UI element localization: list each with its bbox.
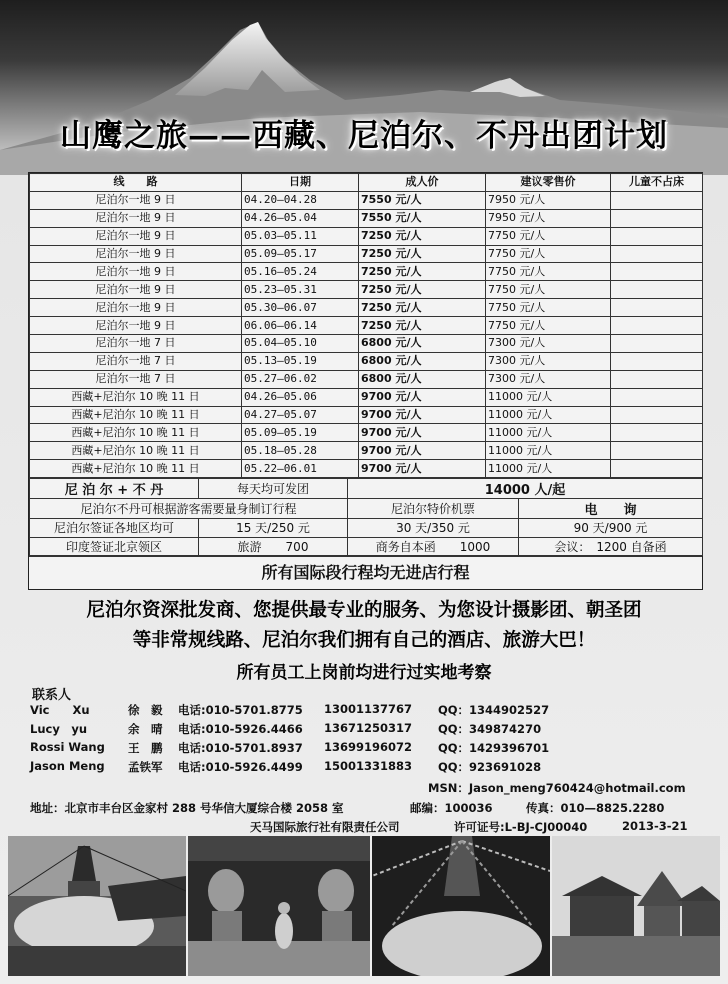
adult-price-cell: 7250 元/人 [359,263,486,281]
route-cell: 尼泊尔一地 9 日 [30,191,242,209]
photo-strip [8,836,720,976]
table-row [30,406,703,424]
route-cell: 尼泊尔一地 9 日 [30,245,242,263]
routes-body [30,191,703,477]
retail-price-cell: 11000 元/人 [486,406,611,424]
schedule-table [28,172,703,590]
msn-address: MSN：Jason_meng760424@hotmail.com [428,781,686,795]
route-cell: 尼泊尔一地 7 日 [30,335,242,353]
contact-mobile: 13699196072 [324,740,413,754]
table-row [30,388,703,406]
address: 地址：北京市丰台区金家村 288 号华信大厦综合楼 2058 室 [30,801,344,815]
child-price-cell [611,317,703,335]
child-price-cell [611,388,703,406]
page-title: 山鹰之旅——西藏、尼泊尔、不丹出团计划 [60,118,668,154]
retail-price-cell: 11000 元/人 [486,442,611,460]
child-price-cell [611,352,703,370]
retail-price-cell: 7950 元/人 [486,191,611,209]
route-cell: 尼泊尔一地 9 日 [30,227,242,245]
contact-cn-name: 王 鹏 [128,741,163,755]
child-price-cell [611,209,703,227]
contact-qq: QQ：923691028 [438,760,542,774]
date-cell: 04.27—05.07 [242,406,359,424]
stupa-photo [8,836,186,976]
table-row [30,335,703,353]
slogan-2: 等非常规线路、尼泊尔我们拥有自己的酒店、旅游大巴！ [132,630,596,651]
adult-price-cell: 7250 元/人 [359,227,486,245]
date-cell: 05.13—05.19 [242,352,359,370]
retail-price-cell: 7750 元/人 [486,299,611,317]
contact-en-name: Lucy yu [30,722,88,736]
company-name: 天马国际旅行社有限责任公司 [250,820,400,834]
child-price-cell [611,442,703,460]
bhutan-price: 14000 人/起 [348,479,703,499]
route-cell: 西藏+尼泊尔 10 晚 11 日 [30,406,242,424]
date-cell: 04.26—05.06 [242,388,359,406]
flight-label: 尼泊尔特价机票 [348,499,519,519]
child-price-cell [611,424,703,442]
india-meeting-price: 会议： 1200 自备函 [519,537,703,556]
date-cell: 05.18—05.28 [242,442,359,460]
contact-en-name: Rossi Wang [30,740,105,754]
prayer-flags-photo [372,836,550,976]
route-cell: 西藏+尼泊尔 10 晚 11 日 [30,424,242,442]
route-cell: 尼泊尔一地 9 日 [30,317,242,335]
date-cell: 04.20—04.28 [242,191,359,209]
table-row [30,442,703,460]
date-cell: 06.06—06.14 [242,317,359,335]
header-route: 线 路 [30,174,242,192]
license-number: 许可证号:L-BJ-CJ00040 [454,820,588,834]
route-cell: 西藏+尼泊尔 10 晚 11 日 [30,460,242,478]
child-price-cell [611,227,703,245]
adult-price-cell: 7250 元/人 [359,317,486,335]
fax: 传真：010—8825.2280 [526,801,665,815]
adult-price-cell: 9700 元/人 [359,388,486,406]
visa-30-days: 30 天/350 元 [348,519,519,538]
retail-price-cell: 7750 元/人 [486,317,611,335]
visa-row [30,519,703,538]
contact-mobile: 13001137767 [324,702,413,716]
slogan-3: 所有员工上岗前均进行过实地考察 [236,663,492,683]
retail-price-cell: 11000 元/人 [486,460,611,478]
temple-statues-photo [188,836,370,976]
child-price-cell [611,460,703,478]
bhutan-row [30,479,703,499]
child-price-cell [611,406,703,424]
contact-mobile: 13671250317 [324,721,413,735]
date-cell: 05.16—05.24 [242,263,359,281]
date-cell: 05.23—05.31 [242,281,359,299]
table-row [30,263,703,281]
bhutan-route: 尼 泊 尔 + 不 丹 [30,479,199,499]
adult-price-cell: 6800 元/人 [359,335,486,353]
table-row [30,317,703,335]
contact-phone: 电话:010-5701.8937 [178,741,303,755]
date-cell: 05.30—06.07 [242,299,359,317]
table-row [30,209,703,227]
retail-price-cell: 11000 元/人 [486,424,611,442]
custom-itinerary-note: 尼泊尔不丹可根据游客需要量身制订行程 [30,499,348,519]
child-price-cell [611,263,703,281]
adult-price-cell: 7550 元/人 [359,209,486,227]
contact-qq: QQ：1344902527 [438,703,550,717]
retail-price-cell: 11000 元/人 [486,388,611,406]
no-shopping-note: 所有国际段行程均无进店行程 [29,556,702,589]
retail-price-cell: 7750 元/人 [486,245,611,263]
adult-price-cell: 7250 元/人 [359,245,486,263]
route-cell: 西藏+尼泊尔 10 晚 11 日 [30,442,242,460]
adult-price-cell: 7550 元/人 [359,191,486,209]
header-retail-price: 建议零售价 [486,174,611,192]
contact-en-name: Jason Meng [30,759,105,773]
india-visa-label: 印度签证北京领区 [30,537,199,556]
contact-en-name: Vic Xu [30,703,90,717]
date-cell: 05.22—06.01 [242,460,359,478]
extra-table [29,478,703,556]
route-cell: 尼泊尔一地 9 日 [30,263,242,281]
child-price-cell [611,370,703,388]
date-cell: 04.26—05.04 [242,209,359,227]
visa-15-days: 15 天/250 元 [199,519,348,538]
contact-phone: 电话:010-5926.4466 [178,722,303,736]
header-date: 日期 [242,174,359,192]
date-cell: 05.03—05.11 [242,227,359,245]
retail-price-cell: 7300 元/人 [486,335,611,353]
child-price-cell [611,191,703,209]
adult-price-cell: 9700 元/人 [359,424,486,442]
postcode: 邮编：100036 [410,801,493,815]
table-row [30,245,703,263]
table-row [30,460,703,478]
contact-qq: QQ：1429396701 [438,741,550,755]
date-cell: 05.09—05.19 [242,424,359,442]
adult-price-cell: 9700 元/人 [359,442,486,460]
adult-price-cell: 6800 元/人 [359,352,486,370]
table-header-row [30,174,703,192]
adult-price-cell: 7250 元/人 [359,281,486,299]
retail-price-cell: 7300 元/人 [486,370,611,388]
route-cell: 尼泊尔一地 7 日 [30,352,242,370]
date-cell: 05.09—05.17 [242,245,359,263]
retail-price-cell: 7950 元/人 [486,209,611,227]
table-row [30,191,703,209]
india-business-price: 商务自本函 1000 [348,537,519,556]
table-row [30,352,703,370]
retail-price-cell: 7750 元/人 [486,227,611,245]
contact-mobile: 15001331883 [324,759,413,773]
visa-90-days: 90 天/900 元 [519,519,703,538]
bhutan-dates: 每天均可发团 [199,479,348,499]
contact-phone: 电话:010-5926.4499 [178,760,303,774]
contact-cn-name: 徐 毅 [128,703,163,717]
routes-table [29,173,703,478]
retail-price-cell: 7750 元/人 [486,281,611,299]
date-cell: 05.27—06.02 [242,370,359,388]
route-cell: 西藏+尼泊尔 10 晚 11 日 [30,388,242,406]
contact-cn-name: 余 晴 [128,722,163,736]
child-price-cell [611,335,703,353]
child-price-cell [611,281,703,299]
route-cell: 尼泊尔一地 7 日 [30,370,242,388]
contact-phone: 电话:010-5701.8775 [178,703,303,717]
route-cell: 尼泊尔一地 9 日 [30,209,242,227]
header-adult-price: 成人价 [359,174,486,192]
visa-label: 尼泊尔签证各地区均可 [30,519,199,538]
contact-qq: QQ：349874270 [438,722,542,736]
adult-price-cell: 7250 元/人 [359,299,486,317]
call-label: 电 询 [519,499,703,519]
table-row [30,299,703,317]
contacts-title: 联系人 [32,688,72,703]
retail-price-cell: 7300 元/人 [486,352,611,370]
header-child-price: 儿童不占床 [611,174,703,192]
route-cell: 尼泊尔一地 9 日 [30,281,242,299]
slogan-1: 尼泊尔资深批发商、您提供最专业的服务、为您设计摄影团、朝圣团 [86,600,642,621]
durbar-square-photo [552,836,720,976]
child-price-cell [611,299,703,317]
route-cell: 尼泊尔一地 9 日 [30,299,242,317]
table-row [30,227,703,245]
table-row [30,370,703,388]
adult-price-cell: 9700 元/人 [359,460,486,478]
india-visa-row [30,537,703,556]
custom-row [30,499,703,519]
table-row [30,281,703,299]
date-cell: 05.04—05.10 [242,335,359,353]
adult-price-cell: 6800 元/人 [359,370,486,388]
retail-price-cell: 7750 元/人 [486,263,611,281]
india-tour-price: 旅游 700 [199,537,348,556]
issue-date: 2013-3-21 [622,819,688,833]
adult-price-cell: 9700 元/人 [359,406,486,424]
contact-cn-name: 孟铁军 [128,760,163,774]
child-price-cell [611,245,703,263]
table-row [30,424,703,442]
